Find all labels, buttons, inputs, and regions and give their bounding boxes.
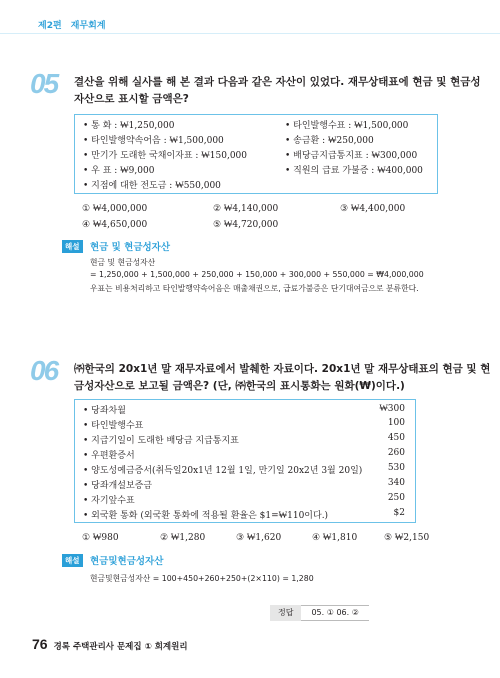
answer-values: 05. ① 06. ② xyxy=(301,605,368,621)
q6-item-label: • 타인발행수표 xyxy=(83,421,144,431)
q6-item-label: • 양도성예금증서(취득일20x1년 12월 1일, 만기일 20x2년 3월 20일) xyxy=(83,466,363,476)
q6-item-amount: $2 xyxy=(393,508,405,518)
q6-option-2[interactable]: ② ₩1,280 xyxy=(160,533,206,543)
q6-item-label: • 지급기일이 도래한 배당금 지급통지표 xyxy=(83,436,239,446)
q6-item-amount: 260 xyxy=(387,448,405,458)
q5-item: • 만기가 도래한 국채이자표 : ₩150,000 xyxy=(83,151,247,161)
q6-item-label: • 당좌차월 xyxy=(83,406,126,416)
part-label: 제2편 xyxy=(38,21,62,31)
q6-item-label: • 당좌개설보증금 xyxy=(83,481,153,491)
q6-item-amount: 340 xyxy=(387,478,405,488)
q5-item: • 배당금지급통지표 : ₩300,000 xyxy=(285,151,418,161)
q5-option-1[interactable]: ① ₩4,000,000 xyxy=(82,204,148,214)
q6-item-amount: 100 xyxy=(387,418,405,428)
q6-item-label: • 자기앞수표 xyxy=(83,496,135,506)
q5-option-2[interactable]: ② ₩4,140,000 xyxy=(213,204,279,214)
q6-item-amount: ₩300 xyxy=(379,404,405,414)
q6-option-5[interactable]: ⑤ ₩2,150 xyxy=(384,533,430,543)
question-number-05: 05 xyxy=(30,68,58,99)
book-title: 경록 주택관리사 문제집 ① 회계원리 xyxy=(53,642,188,652)
page-footer xyxy=(32,636,188,652)
q5-item: • 송금환 : ₩250,000 xyxy=(285,136,374,146)
q5-item: • 통 화 : ₩1,250,000 xyxy=(83,121,175,131)
chapter-header xyxy=(38,18,112,31)
q6-solution-badge: 해설 xyxy=(62,554,83,567)
q6-option-4[interactable]: ④ ₩1,810 xyxy=(312,533,358,543)
question-text-06-line1: ㈜한국의 20x1년 말 재무자료에서 발췌한 자료이다. 20x1년 말 재무상태표의 현금 및 현 xyxy=(74,363,491,375)
answer-label: 정답 xyxy=(270,605,301,621)
page-number: 76 xyxy=(32,636,48,652)
q6-item-amount: 250 xyxy=(387,493,405,503)
q5-item: • 직원의 급료 가불증 : ₩400,000 xyxy=(285,166,423,176)
q6-solution-line: 현금및현금성자산 = 100+450+260+250+(2×110) = 1,280 xyxy=(90,574,314,583)
q5-solution-line: 우표는 비용처리하고 타인발행약속어음은 매출채권으로, 급료가불증은 단기대여금으로 분류한다. xyxy=(90,284,419,293)
q5-solution-badge: 해설 xyxy=(62,240,83,253)
answer-key xyxy=(270,605,369,621)
q5-option-3[interactable]: ③ ₩4,400,000 xyxy=(340,204,406,214)
question-text-05-line1: 결산을 위해 실사를 해 본 결과 다음과 같은 자산이 있었다. 재무상태표에 현금 및 현금성 xyxy=(74,76,481,88)
header-divider xyxy=(0,33,500,34)
q5-item: • 타인발행약속어음 : ₩1,500,000 xyxy=(83,136,224,146)
subject-label: 재무회계 xyxy=(70,21,106,31)
q6-solution-title: 현금및현금성자산 xyxy=(90,556,164,567)
q6-option-1[interactable]: ① ₩980 xyxy=(82,533,119,543)
q5-solution-title: 현금 및 현금성자산 xyxy=(90,242,171,253)
q6-item-label: • 우편환증서 xyxy=(83,451,135,461)
question-text-06-line2: 금성자산으로 보고될 금액은? (단, ㈜한국의 표시통화는 원화(₩)이다.) xyxy=(74,380,405,392)
q5-item: • 타인발행수표 : ₩1,500,000 xyxy=(285,121,409,131)
q5-solution-line: = 1,250,000 + 1,500,000 + 250,000 + 150,000 + 300,000 + 550,000 = ₩4,000,000 xyxy=(90,270,424,279)
q6-item-label: • 외국환 통화 (외국환 통화에 적용될 환율은 $1=₩110이다.) xyxy=(83,511,329,521)
q5-option-5[interactable]: ⑤ ₩4,720,000 xyxy=(213,220,279,230)
q5-item: • 우 표 : ₩9,000 xyxy=(83,166,155,176)
q6-item-amount: 530 xyxy=(387,463,405,473)
q6-option-3[interactable]: ③ ₩1,620 xyxy=(236,533,282,543)
q5-solution-line: 현금 및 현금성자산 xyxy=(90,258,156,267)
question-number-06: 06 xyxy=(30,355,58,386)
q6-item-amount: 450 xyxy=(387,433,405,443)
question-text-05-line2: 자산으로 표시할 금액은? xyxy=(74,93,189,105)
q5-data-box xyxy=(74,114,438,194)
q5-item: • 지점에 대한 전도금 : ₩550,000 xyxy=(83,181,221,191)
q5-option-4[interactable]: ④ ₩4,650,000 xyxy=(82,220,148,230)
q6-data-box xyxy=(74,399,416,523)
